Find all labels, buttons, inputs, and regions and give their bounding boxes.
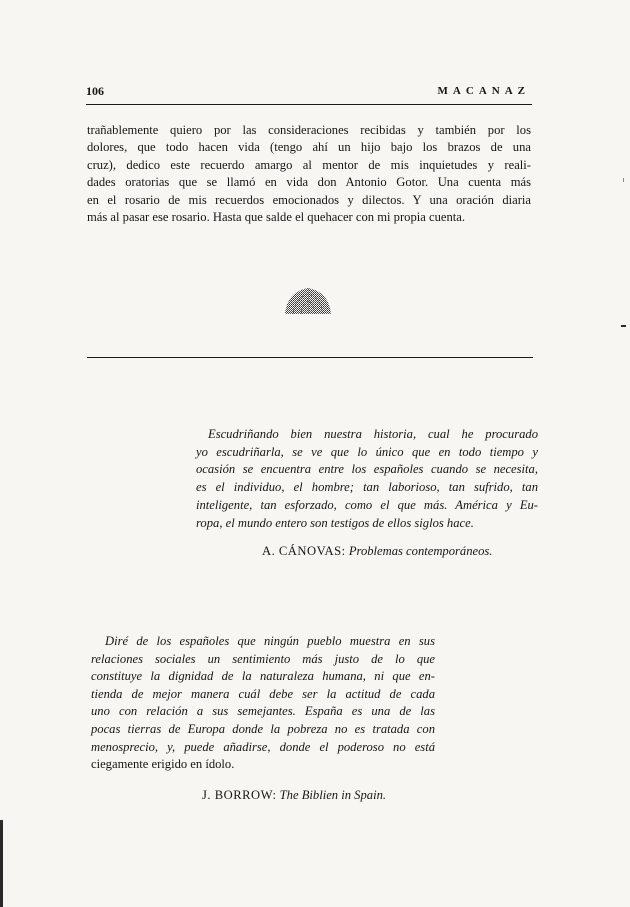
scan-speck <box>623 178 624 182</box>
attribution-work: Problemas contemporáneos. <box>348 544 493 558</box>
page-number: 106 <box>86 84 104 98</box>
body-line: dades oratorias que se llamó en vida don Antonio Gotor. Una cuenta más <box>87 175 531 190</box>
quote-line: Escudriñando bien nuestra historia, cual he procurado <box>208 427 538 441</box>
quote-line: ocasión se encuentra entre los españoles cuando se necesita, <box>196 462 538 477</box>
scan-edge-mark <box>0 820 3 907</box>
body-line: dolores, que todo hacen vida (tengo ahí un hijo bajo los brazos de una <box>87 140 531 155</box>
fleuron-ornament-icon <box>283 284 333 316</box>
quote-line: Diré de los españoles que ningún pueblo muestra en sus <box>105 634 435 648</box>
quote-line: yo escudriñarla, se ve que lo único que en todo tiempo y <box>196 444 538 459</box>
running-head: MACANAZ <box>437 85 530 97</box>
body-line: trañablemente quiero por las consideraciones recibidas y también por los <box>87 123 531 137</box>
attribution-work: The Biblien in Spain. <box>279 788 387 802</box>
attribution-borrow <box>202 788 502 803</box>
section-divider <box>87 357 533 358</box>
quote-line: ciegamente erigido en ídolo. <box>91 757 235 772</box>
quote-line: constituye la dignidad de la naturaleza humana, ni que en- <box>91 669 435 684</box>
quote-line: uno con relación a sus semejantes. España es una de las <box>91 704 435 719</box>
quote-line: relaciones sociales un sentimiento más justo de lo que <box>91 651 435 666</box>
page-header <box>86 84 532 105</box>
quote-borrow <box>91 633 435 774</box>
quote-line: es el individuo, el hombre; tan laborioso, tan sufrido, tan <box>196 480 538 495</box>
attribution-canovas <box>262 544 562 559</box>
body-line: en el rosario de mis recuerdos emocionados y dilectos. Y una oración diaria <box>87 192 531 207</box>
body-paragraph <box>87 122 531 226</box>
attribution-author: J. BORROW: <box>202 788 277 802</box>
body-line: más al pasar ese rosario. Hasta que salde el quehacer con mi propia cuenta. <box>87 210 466 225</box>
attribution-author: A. CÁNOVAS: <box>262 544 346 558</box>
quote-line: pocas tierras de Europa donde la pobreza no es tratada con <box>91 721 435 736</box>
body-line: cruz), dedico este recuerdo amargo al mentor de mis inquietudes y reali- <box>87 157 531 172</box>
quote-line: menosprecio, y, puede añadirse, donde el poderoso no está <box>91 739 435 754</box>
quote-line: ropa, el mundo entero son testigos de ellos siglos hace. <box>196 515 474 530</box>
quote-line: tienda de mejor manera cuál debe ser la actitud de cada <box>91 686 435 701</box>
quote-canovas <box>196 426 538 532</box>
scan-speck <box>621 325 626 327</box>
quote-line: inteligente, tan esforzado, como el que más. América y Eu- <box>196 497 538 512</box>
